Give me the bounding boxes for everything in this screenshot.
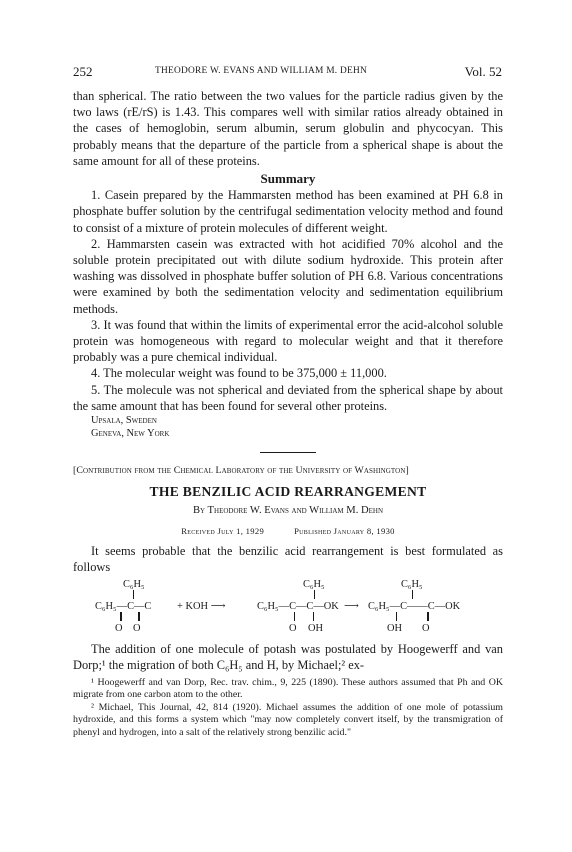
eq-intermediate: C₆H₅—C—C—OK: [257, 601, 339, 613]
location-geneva: Geneva, New York: [91, 428, 170, 440]
section-divider: [260, 452, 316, 453]
article-lead: It seems probable that the benzilic acid rearrangement is best formulated as follows: [73, 543, 503, 575]
dates-line: [73, 523, 503, 539]
running-title: THEODORE W. EVANS AND WILLIAM M. DEHN: [155, 66, 368, 76]
eq-o-1a: O: [115, 623, 123, 635]
footnote-2: ² Michael, This Journal, 42, 814 (1920). Michael assumes the addition of one mole of potassium hydroxide, and this forms a system which "may now completely convert itself, by the transmigration of phenyl and hydrogen, into a salt of the relatively strong benzilic acid.": [73, 701, 503, 739]
eq-oh-2: OH: [308, 623, 324, 635]
footnotes: [73, 677, 503, 740]
main-text: [73, 88, 503, 740]
page-number: 252: [73, 64, 93, 79]
eq-o-1b: O: [133, 623, 141, 635]
reaction-equation: [73, 577, 503, 637]
eq-oh-3: OH: [387, 623, 403, 635]
location-upsala: Upsala, Sweden: [91, 415, 157, 427]
received-date: Received July 1, 1929: [181, 525, 265, 536]
footnote-1: ¹ Hoogewerff and van Dorp, Rec. trav. chim., 9, 225 (1890). These authors assumed that Ph and OK migrate from one carbon atom to the other.: [73, 676, 503, 701]
eq-plus-koh: + KOH ⟶: [177, 601, 226, 613]
eq-arrow: ⟶: [344, 601, 359, 613]
volume-label: Vol. 52: [464, 64, 502, 79]
eq-o-2a: O: [289, 623, 297, 635]
eq-reactant: C₆H₅—C—C: [95, 601, 152, 613]
contribution-line: [Contribution from the Chemical Laboratory of the University of Washington]: [73, 465, 409, 477]
eq-c6h5-top-1: C₆H₅: [123, 579, 145, 591]
published-date: Published January 8, 1930: [294, 525, 395, 536]
article-paragraph: The addition of one molecule of potash was postulated by Hoogewerff and van Dorp;¹ the migration of both C₆H₅ and H, by Michael;² ex-: [73, 642, 503, 673]
article-title: THE BENZILIC ACID REARRANGEMENT: [149, 484, 427, 500]
summary-item-4: 4. The molecular weight was found to be 375,000 ± 11,000.: [91, 366, 387, 381]
running-header: [73, 64, 502, 80]
eq-c6h5-top-3: C₆H₅: [401, 579, 423, 591]
summary-item-2: 2. Hammarsten casein was extracted with hot acidified 70% alcohol and the soluble protein precipitated out with dilute sodium hydroxide. This protein after washing was dissolved in phosphate buffer solution of PH 6.8. Various concentrations were examined by both the sedimentation velocity and sedimentation equilibrium methods.: [73, 236, 503, 316]
eq-o-3: O: [422, 623, 430, 635]
summary-heading: Summary: [260, 171, 316, 187]
eq-product: C₆H₅—C——C—OK: [368, 601, 461, 613]
intro-paragraph: than spherical. The ratio between the two values for the particle radius given by the two laws (rE/rS) is 1.43. This compares well with similar ratios already obtained in the cases of hemoglobin, serum albumin, serum globulin and phycocyan. This probably means that the departure of the particle from a spherical shape is about the same amount for all of these proteins.: [73, 89, 503, 168]
summary-item-1: 1. Casein prepared by the Hammarsten method has been examined at PH 6.8 in phosphate buffer solution by the centrifugal sedimentation velocity method and found to consist of a mixture of protein molecules of different weight.: [73, 188, 503, 235]
summary-item-5: 5. The molecule was not spherical and deviated from the spherical shape by about the same amount that has been found for several other proteins.: [73, 382, 503, 413]
article-byline: By Theodore W. Evans and William M. Dehn: [192, 505, 384, 517]
summary-item-3: 3. It was found that within the limits of experimental error the acid-alcohol soluble protein was homogeneous with regard to molecular weight and that it therefore probably was a pure chemical individual.: [73, 317, 503, 365]
eq-c6h5-top-2: C₆H₅: [303, 579, 325, 591]
